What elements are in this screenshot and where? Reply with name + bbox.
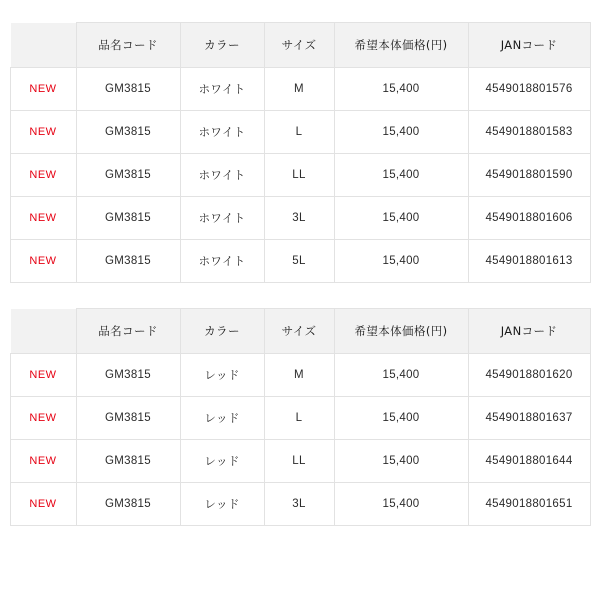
column-header-size: サイズ	[264, 309, 334, 354]
status-badge: NEW	[10, 354, 76, 397]
table-row	[10, 240, 590, 283]
product-spec-table-white	[10, 22, 591, 283]
cell-color: ホワイト	[180, 197, 264, 240]
table-header	[10, 309, 590, 354]
cell-price: 15,400	[334, 440, 468, 483]
cell-color: ホワイト	[180, 240, 264, 283]
table-row	[10, 397, 590, 440]
column-header-jan: JANコード	[468, 23, 590, 68]
cell-color: レッド	[180, 354, 264, 397]
cell-jan: 4549018801651	[468, 483, 590, 526]
cell-code: GM3815	[76, 440, 180, 483]
table-body	[10, 68, 590, 283]
cell-jan: 4549018801613	[468, 240, 590, 283]
table-body	[10, 354, 590, 526]
cell-size: LL	[264, 154, 334, 197]
cell-code: GM3815	[76, 397, 180, 440]
cell-code: GM3815	[76, 68, 180, 111]
table-row	[10, 111, 590, 154]
cell-jan: 4549018801583	[468, 111, 590, 154]
cell-price: 15,400	[334, 154, 468, 197]
status-badge: NEW	[10, 240, 76, 283]
column-header-jan: JANコード	[468, 309, 590, 354]
cell-color: ホワイト	[180, 111, 264, 154]
cell-size: 3L	[264, 483, 334, 526]
cell-jan: 4549018801620	[468, 354, 590, 397]
status-badge: NEW	[10, 483, 76, 526]
cell-code: GM3815	[76, 154, 180, 197]
table-row	[10, 68, 590, 111]
table-row	[10, 197, 590, 240]
cell-price: 15,400	[334, 397, 468, 440]
column-header-size: サイズ	[264, 23, 334, 68]
cell-jan: 4549018801644	[468, 440, 590, 483]
cell-code: GM3815	[76, 483, 180, 526]
cell-jan: 4549018801590	[468, 154, 590, 197]
header-row	[10, 23, 590, 68]
cell-color: レッド	[180, 483, 264, 526]
cell-code: GM3815	[76, 197, 180, 240]
status-badge: NEW	[10, 111, 76, 154]
cell-code: GM3815	[76, 240, 180, 283]
column-header-code: 品名コード	[76, 23, 180, 68]
cell-size: L	[264, 111, 334, 154]
cell-jan: 4549018801637	[468, 397, 590, 440]
cell-color: ホワイト	[180, 68, 264, 111]
status-badge: NEW	[10, 397, 76, 440]
table-row	[10, 440, 590, 483]
table-row	[10, 154, 590, 197]
cell-code: GM3815	[76, 111, 180, 154]
cell-code: GM3815	[76, 354, 180, 397]
cell-price: 15,400	[334, 354, 468, 397]
column-header-code: 品名コード	[76, 309, 180, 354]
cell-size: 3L	[264, 197, 334, 240]
cell-size: 5L	[264, 240, 334, 283]
cell-size: M	[264, 354, 334, 397]
column-header-color: カラー	[180, 309, 264, 354]
cell-price: 15,400	[334, 483, 468, 526]
product-spec-table-red	[10, 308, 591, 526]
table-header	[10, 23, 590, 68]
cell-jan: 4549018801606	[468, 197, 590, 240]
status-badge: NEW	[10, 154, 76, 197]
cell-price: 15,400	[334, 111, 468, 154]
cell-size: M	[264, 68, 334, 111]
cell-price: 15,400	[334, 197, 468, 240]
cell-price: 15,400	[334, 68, 468, 111]
status-badge: NEW	[10, 68, 76, 111]
header-row	[10, 309, 590, 354]
cell-price: 15,400	[334, 240, 468, 283]
column-header-price: 希望本体価格(円)	[334, 309, 468, 354]
table-row	[10, 354, 590, 397]
cell-color: レッド	[180, 440, 264, 483]
cell-size: L	[264, 397, 334, 440]
cell-color: ホワイト	[180, 154, 264, 197]
column-header-price: 希望本体価格(円)	[334, 23, 468, 68]
status-badge: NEW	[10, 197, 76, 240]
column-header-badge	[10, 309, 76, 354]
cell-jan: 4549018801576	[468, 68, 590, 111]
column-header-badge	[10, 23, 76, 68]
cell-size: LL	[264, 440, 334, 483]
status-badge: NEW	[10, 440, 76, 483]
table-row	[10, 483, 590, 526]
column-header-color: カラー	[180, 23, 264, 68]
cell-color: レッド	[180, 397, 264, 440]
